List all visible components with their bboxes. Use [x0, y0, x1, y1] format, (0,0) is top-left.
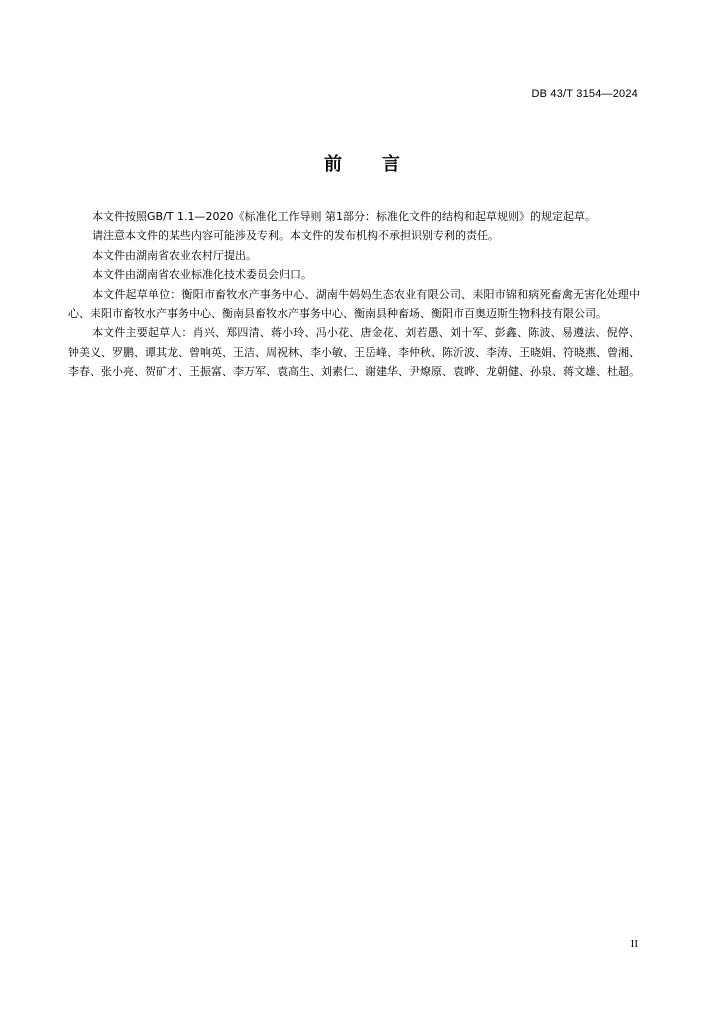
- paragraph-drafting-basis: 本文件按照GB/T 1.1—2020《标准化工作导则 第1部分：标准化文件的结构和起草规则》的规定起草。: [92, 210, 596, 223]
- document-code: DB 43/T 3154—2024: [531, 88, 638, 100]
- paragraph-centralized-by: 本文件由湖南省农业标准化技术委员会归口。: [92, 268, 312, 282]
- document-body: [68, 207, 640, 382]
- page-number: II: [630, 938, 638, 950]
- paragraph-drafting-units: 本文件起草单位：衡阳市畜牧水产事务中心、湖南牛妈妈生态农业有限公司、耒阳市锦和病死畜禽无害化处理中心、耒阳市畜牧水产事务中心、衡南县畜牧水产事务中心、衡南县种畜场、衡阳市百奥迈斯生物科技有限公司。: [68, 287, 640, 321]
- page-title: 前言: [324, 154, 440, 175]
- paragraph-proposed-by: 本文件由湖南省农业农村厅提出。: [92, 248, 257, 262]
- paragraph-patent-notice: 请注意本文件的某些内容可能涉及专利。本文件的发布机构不承担识别专利的责任。: [92, 229, 499, 243]
- paragraph-main-drafters: 本文件主要起草人：肖兴、郑四清、蒋小玲、冯小花、唐金花、刘若愚、刘十军、彭鑫、陈波、易遵法、倪停、钟美义、罗鹏、谭其龙、曾响英、王洁、周祝林、李小敏、王岳峰、李仲秋、陈沂波、李涛、王晓娟、符晓燕、曾湘、李春、张小亮、贺矿才、王振富、李万军、袁高生、刘素仁、谢建华、尹燎原、袁晔、龙朝健、孙泉、蒋文雄、杜超。: [68, 326, 640, 379]
